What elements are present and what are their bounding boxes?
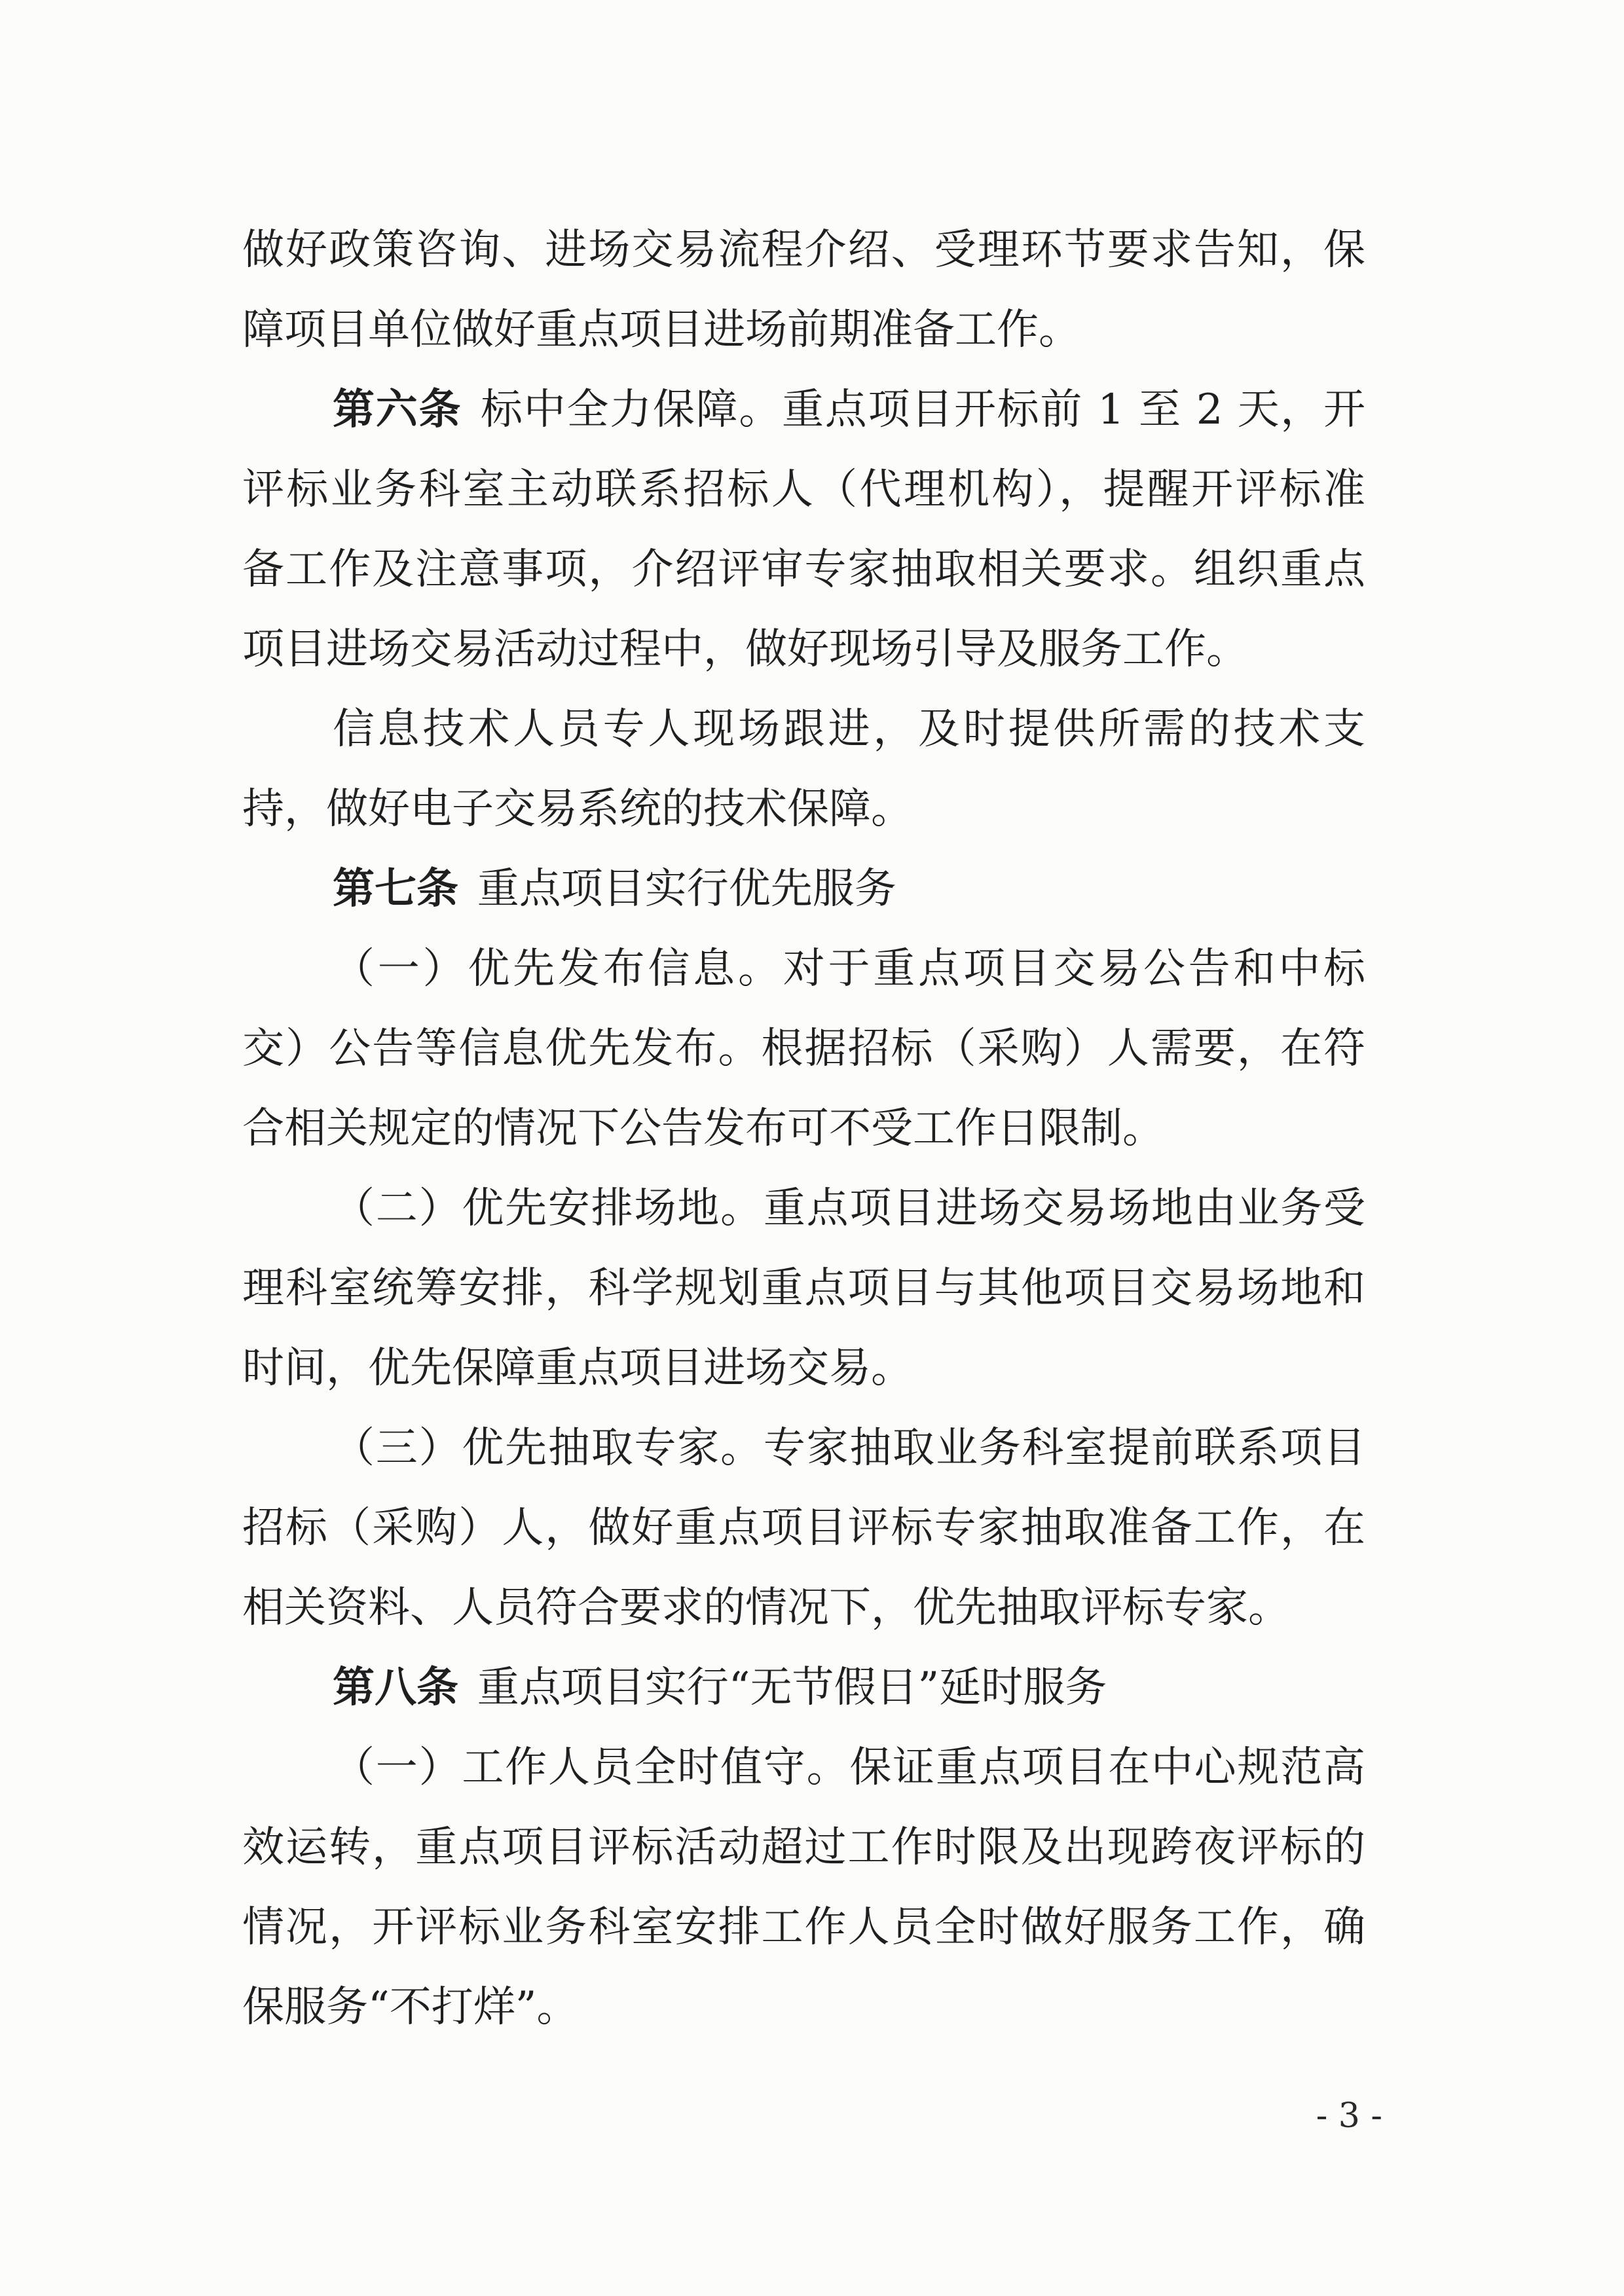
text-line: （一）工作人员全时值守。保证重点项目在中心规范高 — [333, 1743, 1365, 1792]
paragraph-continued — [242, 210, 1365, 370]
paragraph-it-support — [242, 689, 1365, 849]
body-text — [242, 210, 1365, 2047]
text-line: 项目进场交易活动过程中，做好现场引导及服务工作。 — [242, 625, 1248, 674]
text-line — [242, 370, 1365, 450]
text-line: 交）公告等信息优先发布。根据招标（采购）人需要，在符 — [242, 1025, 1365, 1073]
article-heading: 第六条 — [333, 386, 462, 434]
text-line: 情况，开评标业务科室安排工作人员全时做好服务工作，确 — [242, 1903, 1365, 1952]
paragraph-item-7-3 — [242, 1408, 1365, 1648]
text-line — [242, 849, 1365, 929]
text-line-content: 重点项目实行优先服务 — [477, 865, 896, 913]
text-line: 招标（采购）人，做好重点项目评标专家抽取准备工作，在 — [242, 1504, 1365, 1552]
paragraph-item-8-1 — [242, 1728, 1365, 2047]
article-heading: 第七条 — [333, 865, 458, 913]
text-line: 合相关规定的情况下公告发布可不受工作日限制。 — [242, 1104, 1164, 1153]
text-line: 做好政策咨询、进场交易流程介绍、受理环节要求告知，保 — [242, 226, 1365, 274]
text-line-content: 重点项目实行“无节假日”延时服务 — [477, 1664, 1107, 1712]
text-line — [242, 1648, 1365, 1728]
paragraph-item-7-2 — [242, 1169, 1365, 1408]
paragraph-article-8 — [242, 1648, 1365, 1728]
paragraph-article-6 — [242, 370, 1365, 689]
text-line: （二）优先安排场地。重点项目进场交易场地由业务受 — [333, 1184, 1365, 1233]
text-line: （三）优先抽取专家。专家抽取业务科室提前联系项目 — [333, 1424, 1365, 1472]
text-line-content: 标中全力保障。重点项目开标前 1 至 2 天，开 — [480, 386, 1365, 434]
text-line: （一）优先发布信息。对于重点项目交易公告和中标 — [333, 945, 1365, 993]
text-line: 持，做好电子交易系统的技术保障。 — [242, 785, 913, 833]
text-line: 评标业务科室主动联系招标人（代理机构），提醒开评标准 — [242, 465, 1365, 514]
text-line: 保服务“不打烊”。 — [242, 1983, 579, 2032]
article-heading: 第八条 — [333, 1664, 458, 1712]
text-line: 效运转，重点项目评标活动超过工作时限及出现跨夜评标的 — [242, 1823, 1365, 1872]
page-number: - 3 - — [1316, 2096, 1382, 2136]
text-line: 备工作及注意事项，介绍评审专家抽取相关要求。组织重点 — [242, 545, 1365, 594]
text-line: 信息技术人员专人现场跟进，及时提供所需的技术支 — [333, 705, 1365, 754]
text-line: 理科室统筹安排，科学规划重点项目与其他项目交易场地和 — [242, 1264, 1365, 1313]
text-line: 时间，优先保障重点项目进场交易。 — [242, 1344, 913, 1393]
text-line: 相关资料、人员符合要求的情况下，优先抽取评标专家。 — [242, 1584, 1290, 1632]
text-line: 障项目单位做好重点项目进场前期准备工作。 — [242, 306, 1080, 354]
paragraph-item-7-1 — [242, 929, 1365, 1169]
paragraph-article-7 — [242, 849, 1365, 929]
